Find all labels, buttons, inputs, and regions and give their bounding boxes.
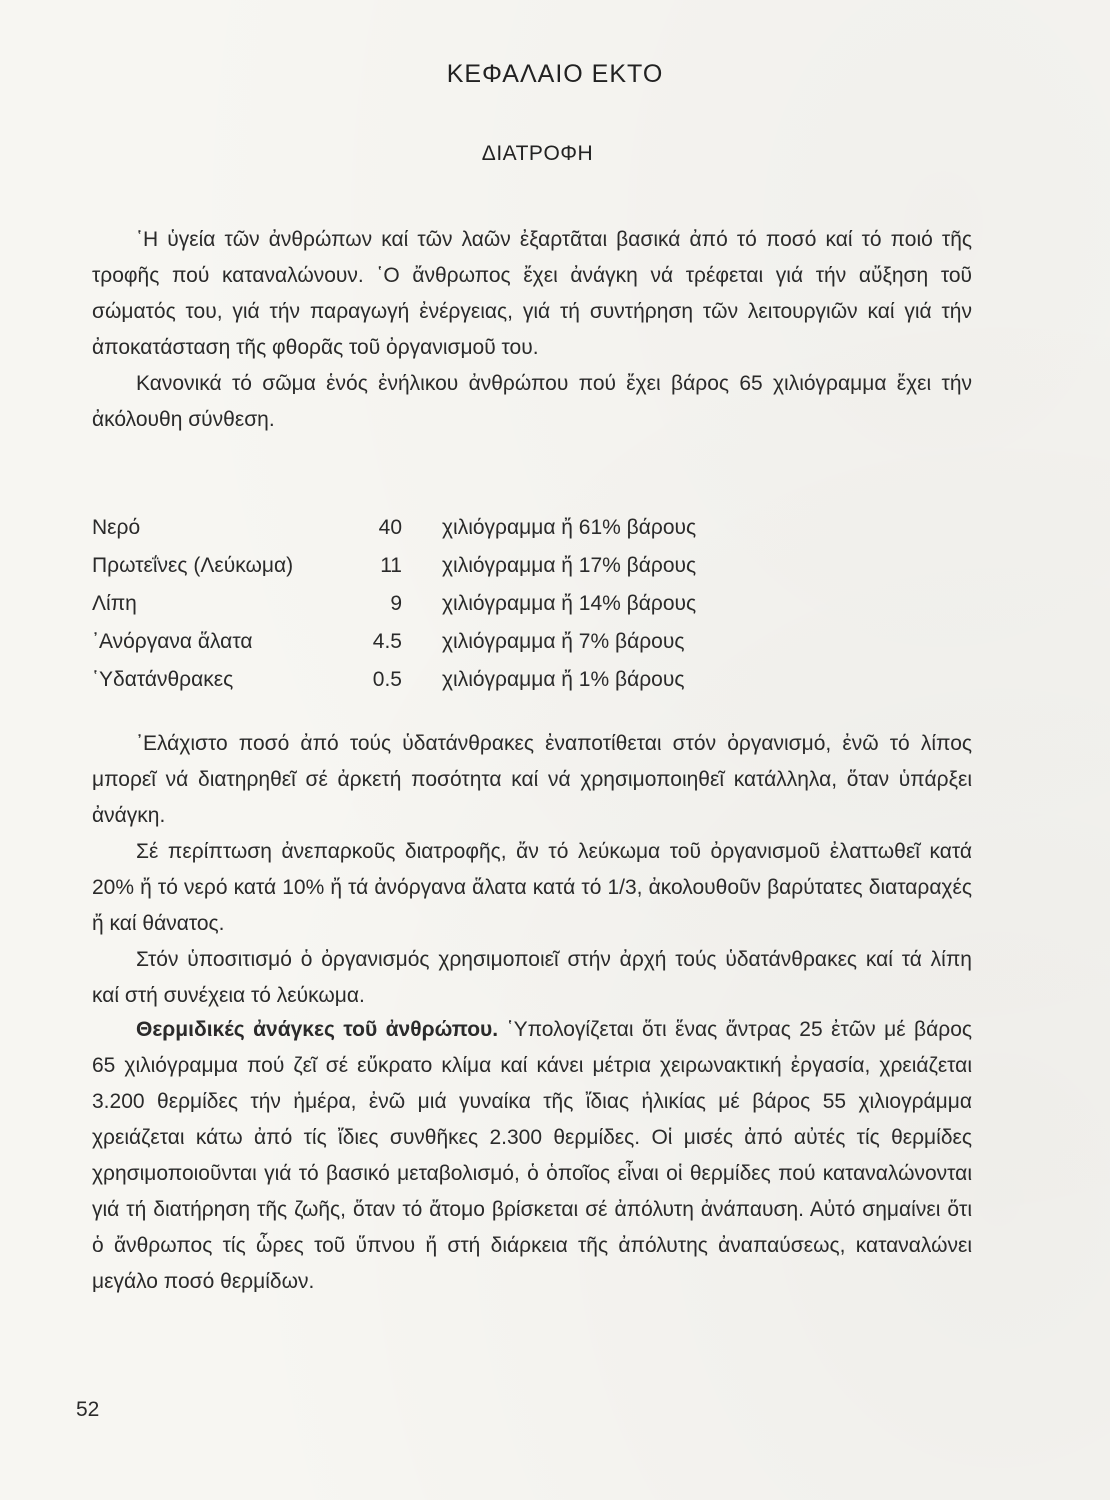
intro-text	[92, 222, 972, 438]
component-value: 40	[378, 516, 402, 539]
component-unit: χιλιόγραμμα ἤ 61% βάρους	[442, 516, 697, 539]
component-name: Νερό	[92, 516, 141, 539]
component-value: 11	[380, 554, 402, 577]
page-number: 52	[76, 1398, 100, 1421]
paragraph-body: ῾Υπολογίζεται ὅτι ἕνας ἄντρας 25 ἐτῶν μέ βάρος 65 χιλιόγραμμα πού ζεῖ σέ εὔκρατο κλίμα καί κάνει μέτρια χειρωνακτική ἐργασία, χρειάζεται 3.200 θερμίδες τήν ἡμέρα, ἐνῶ μιά γυναίκα τῆς ἴδιας ἡλικίας μέ βάρος 55 χιλιογράμμα χρειάζεται κάτω ἀπό τίς ἴδιες συνθῆκες 2.300 θερμίδες. Οἱ μισές ἀπό αὐτές τίς θερμίδες χρησιμοποιοῦνται γιά τό βασικό μεταβολισμό, ὁ ὁποῖος εἶναι οἱ θερμίδες πού καταναλώνονται γιά τή διατήρηση τῆς ζωῆς, ὅταν τό ἄτομο βρίσκεται σέ ἀπόλυτη ἀνάπαυση. Αὐτό σημαίνει ὅτι ὁ ἄνθρωπος τίς ὧρες τοῦ ὕπνου ἤ στή διάρκεια τῆς ἀπόλυτης ἀναπαύσεως, καταναλώνει μεγάλο ποσό θερμίδων.	[92, 1018, 972, 1293]
component-unit: χιλιόγραμμα ἤ 1% βάρους	[442, 668, 685, 691]
paragraph	[92, 1012, 972, 1300]
chapter-title: ΚΕΦΑΛΑΙΟ ΕΚΤΟ	[446, 60, 664, 88]
paragraph: ῾Η ὑγεία τῶν ἀνθρώπων καί τῶν λαῶν ἐξαρτᾶται βασικά ἀπό τό ποσό καί τό ποιό τῆς τροφῆς πού καταναλώνουν. ῾Ο ἄνθρωπος ἔχει ἀνάγκη νά τρέφεται γιά τήν αὔξηση τοῦ σώματός του, γιά τήν παραγωγή ἐνέργειας, γιά τή συντήρηση τῶν λειτουργιῶν καί γιά τήν ἀποκατάσταση τῆς φθορᾶς τοῦ ὀργανισμοῦ του.	[92, 228, 972, 359]
component-value: 4.5	[372, 630, 402, 653]
component-name: Λίπη	[92, 592, 137, 615]
paragraph: Σέ περίπτωση ἀνεπαρκοῦς διατροφῆς, ἄν τό λεύκωμα τοῦ ὀργανισμοῦ ἐλαττωθεῖ κατά 20% ἤ τό νερό κατά 10% ἤ τά ἀνόργανα ἅλατα κατά τό 1/3, ἀκολουθοῦν βαρύτατες διαταραχές ἤ καί θάνατος.	[92, 840, 972, 935]
body-composition-table	[92, 516, 812, 706]
paragraph: Κανονικά τό σῶμα ἑνός ἐνήλικου ἀνθρώπου πού ἔχει βάρος 65 χιλιόγραμμα ἔχει τήν ἀκόλουθη σύνθεση.	[92, 372, 972, 431]
component-name: ῾Υδατάνθρακες	[92, 668, 234, 691]
component-name: ᾿Ανόργανα ἅλατα	[92, 630, 253, 653]
component-value: 0.5	[372, 668, 402, 691]
section-title: ΔΙΑΤΡΟΦΗ	[481, 142, 594, 165]
paragraph: ᾿Ελάχιστο ποσό ἀπό τούς ὑδατάνθρακες ἐναποτίθεται στόν ὀργανισμό, ἐνῶ τό λίπος μπορεῖ νά διατηρηθεῖ σέ ἀρκετή ποσότητα καί νά χρησιμοποιηθεῖ κατάλληλα, ὅταν ὑπάρξει ἀνάγκη.	[92, 732, 972, 827]
component-unit: χιλιόγραμμα ἤ 14% βάρους	[442, 592, 697, 615]
table-row	[92, 516, 812, 554]
component-unit: χιλιόγραμμα ἤ 17% βάρους	[442, 554, 697, 577]
table-row	[92, 668, 812, 706]
component-value: 9	[390, 592, 402, 615]
middle-text	[92, 726, 972, 1014]
table-row	[92, 592, 812, 630]
table-row	[92, 554, 812, 592]
thermal-needs-text	[92, 1012, 972, 1300]
component-name: Πρωτεΐνες (Λεύκωμα)	[92, 554, 294, 577]
table-row	[92, 630, 812, 668]
paragraph: Στόν ὑποσιτισμό ὁ ὀργανισμός χρησιμοποιεῖ στήν ἀρχή τούς ὑδατάνθρακες καί τά λίπη καί στή συνέχεια τό λεύκωμα.	[92, 948, 972, 1007]
component-unit: χιλιόγραμμα ἤ 7% βάρους	[442, 630, 685, 653]
paragraph-heading: Θερμιδικές ἀνάγκες τοῦ ἀνθρώπου.	[136, 1018, 499, 1041]
